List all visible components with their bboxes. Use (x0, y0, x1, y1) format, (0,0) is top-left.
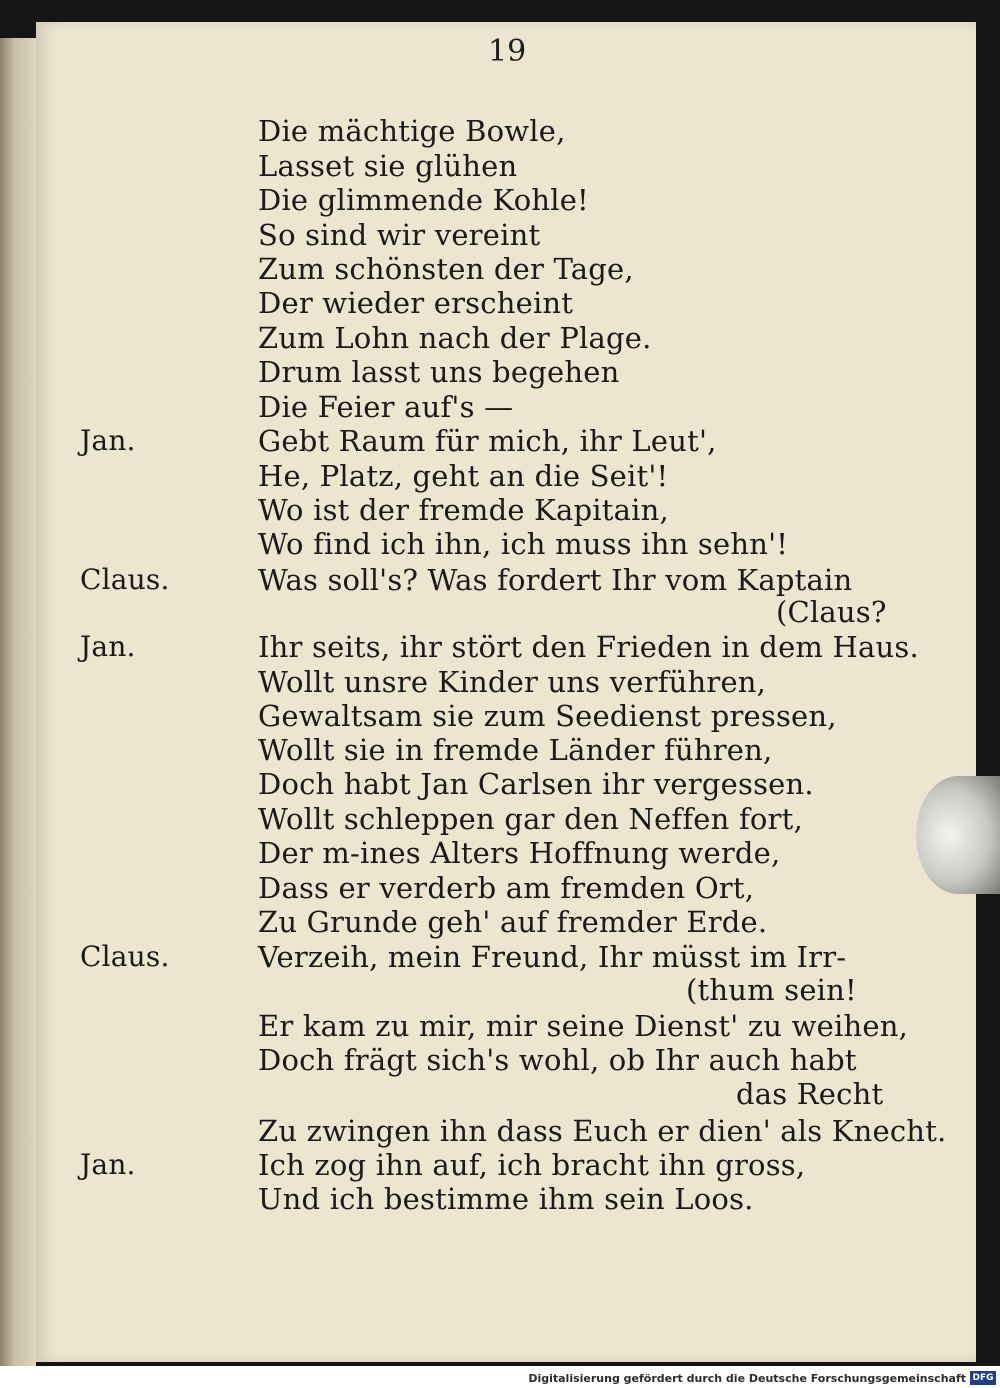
verse-text: Die mächtige Bowle, (258, 114, 566, 148)
verse-text: Gewaltsam sie zum Seedienst pressen, (258, 699, 837, 733)
verse-text: Ich zog ihn auf, ich bracht ihn gross, (258, 1148, 806, 1182)
speaker-name: Jan. (80, 630, 136, 663)
verse-text: Der m-ines Alters Hoffnung werde, (258, 836, 781, 870)
verse-text: Verzeih, mein Freund, Ihr müsst im Irr- (258, 940, 847, 974)
verse-text: Doch frägt sich's wohl, ob Ihr auch habt (258, 1043, 857, 1077)
footer-bar (0, 1366, 1000, 1388)
funding-credit: Digitalisierung gefördert durch die Deutsche Forschungsgemeinschaft (528, 1372, 966, 1385)
verse-text: Und ich bestimme ihm sein Loos. (258, 1182, 754, 1216)
speaker-name: Claus. (80, 563, 170, 596)
verse-text: Wollt sie in fremde Länder führen, (258, 733, 773, 767)
speaker-name: Jan. (80, 1148, 136, 1181)
verse-text: Der wieder erscheint (258, 286, 574, 320)
verse-text: Zum Lohn nach der Plage. (258, 321, 652, 355)
verse-text: Zum schönsten der Tage, (258, 252, 634, 286)
page-number: 19 (488, 34, 527, 69)
dfg-logo: DFG (970, 1371, 996, 1385)
verse-text: Wo ist der fremde Kapitain, (258, 493, 669, 527)
verse-continuation: das Recht (736, 1077, 884, 1111)
verse-text: Wollt schleppen gar den Neffen fort, (258, 802, 803, 836)
verse-text: Wollt unsre Kinder uns verführen, (258, 665, 767, 699)
book-page (36, 22, 976, 1362)
verse-text: Zu Grunde geh' auf fremder Erde. (258, 905, 768, 939)
speaker-name: Claus. (80, 940, 170, 973)
verse-text: He, Platz, geht an die Seit'! (258, 459, 669, 493)
verse-text: Lasset sie glühen (258, 149, 518, 183)
verse-continuation: (thum sein! (686, 973, 857, 1007)
verse-text: So sind wir vereint (258, 218, 541, 252)
verse-text: Drum lasst uns begehen (258, 355, 620, 389)
verse-text: Die glimmende Kohle! (258, 183, 589, 217)
verse-text: Wo find ich ihn, ich muss ihn sehn'! (258, 527, 789, 561)
verse-text: Zu zwingen ihn dass Euch er dien' als Knecht. (258, 1114, 947, 1148)
verse-continuation: (Claus? (776, 595, 887, 629)
verse-text: Gebt Raum für mich, ihr Leut', (258, 424, 717, 458)
speaker-name: Jan. (80, 424, 136, 457)
verse-text: Dass er verderb am fremden Ort, (258, 871, 755, 905)
verse-text: Was soll's? Was fordert Ihr vom Kaptain (258, 563, 853, 597)
page-clip (916, 776, 1000, 894)
verse-text: Doch habt Jan Carlsen ihr vergessen. (258, 767, 814, 801)
left-page-edge (0, 38, 36, 1378)
verse-text: Ihr seits, ihr stört den Frieden in dem Haus. (258, 630, 919, 664)
verse-text: Die Feier auf's — (258, 390, 514, 424)
verse-text: Er kam zu mir, mir seine Dienst' zu weihen, (258, 1009, 908, 1043)
